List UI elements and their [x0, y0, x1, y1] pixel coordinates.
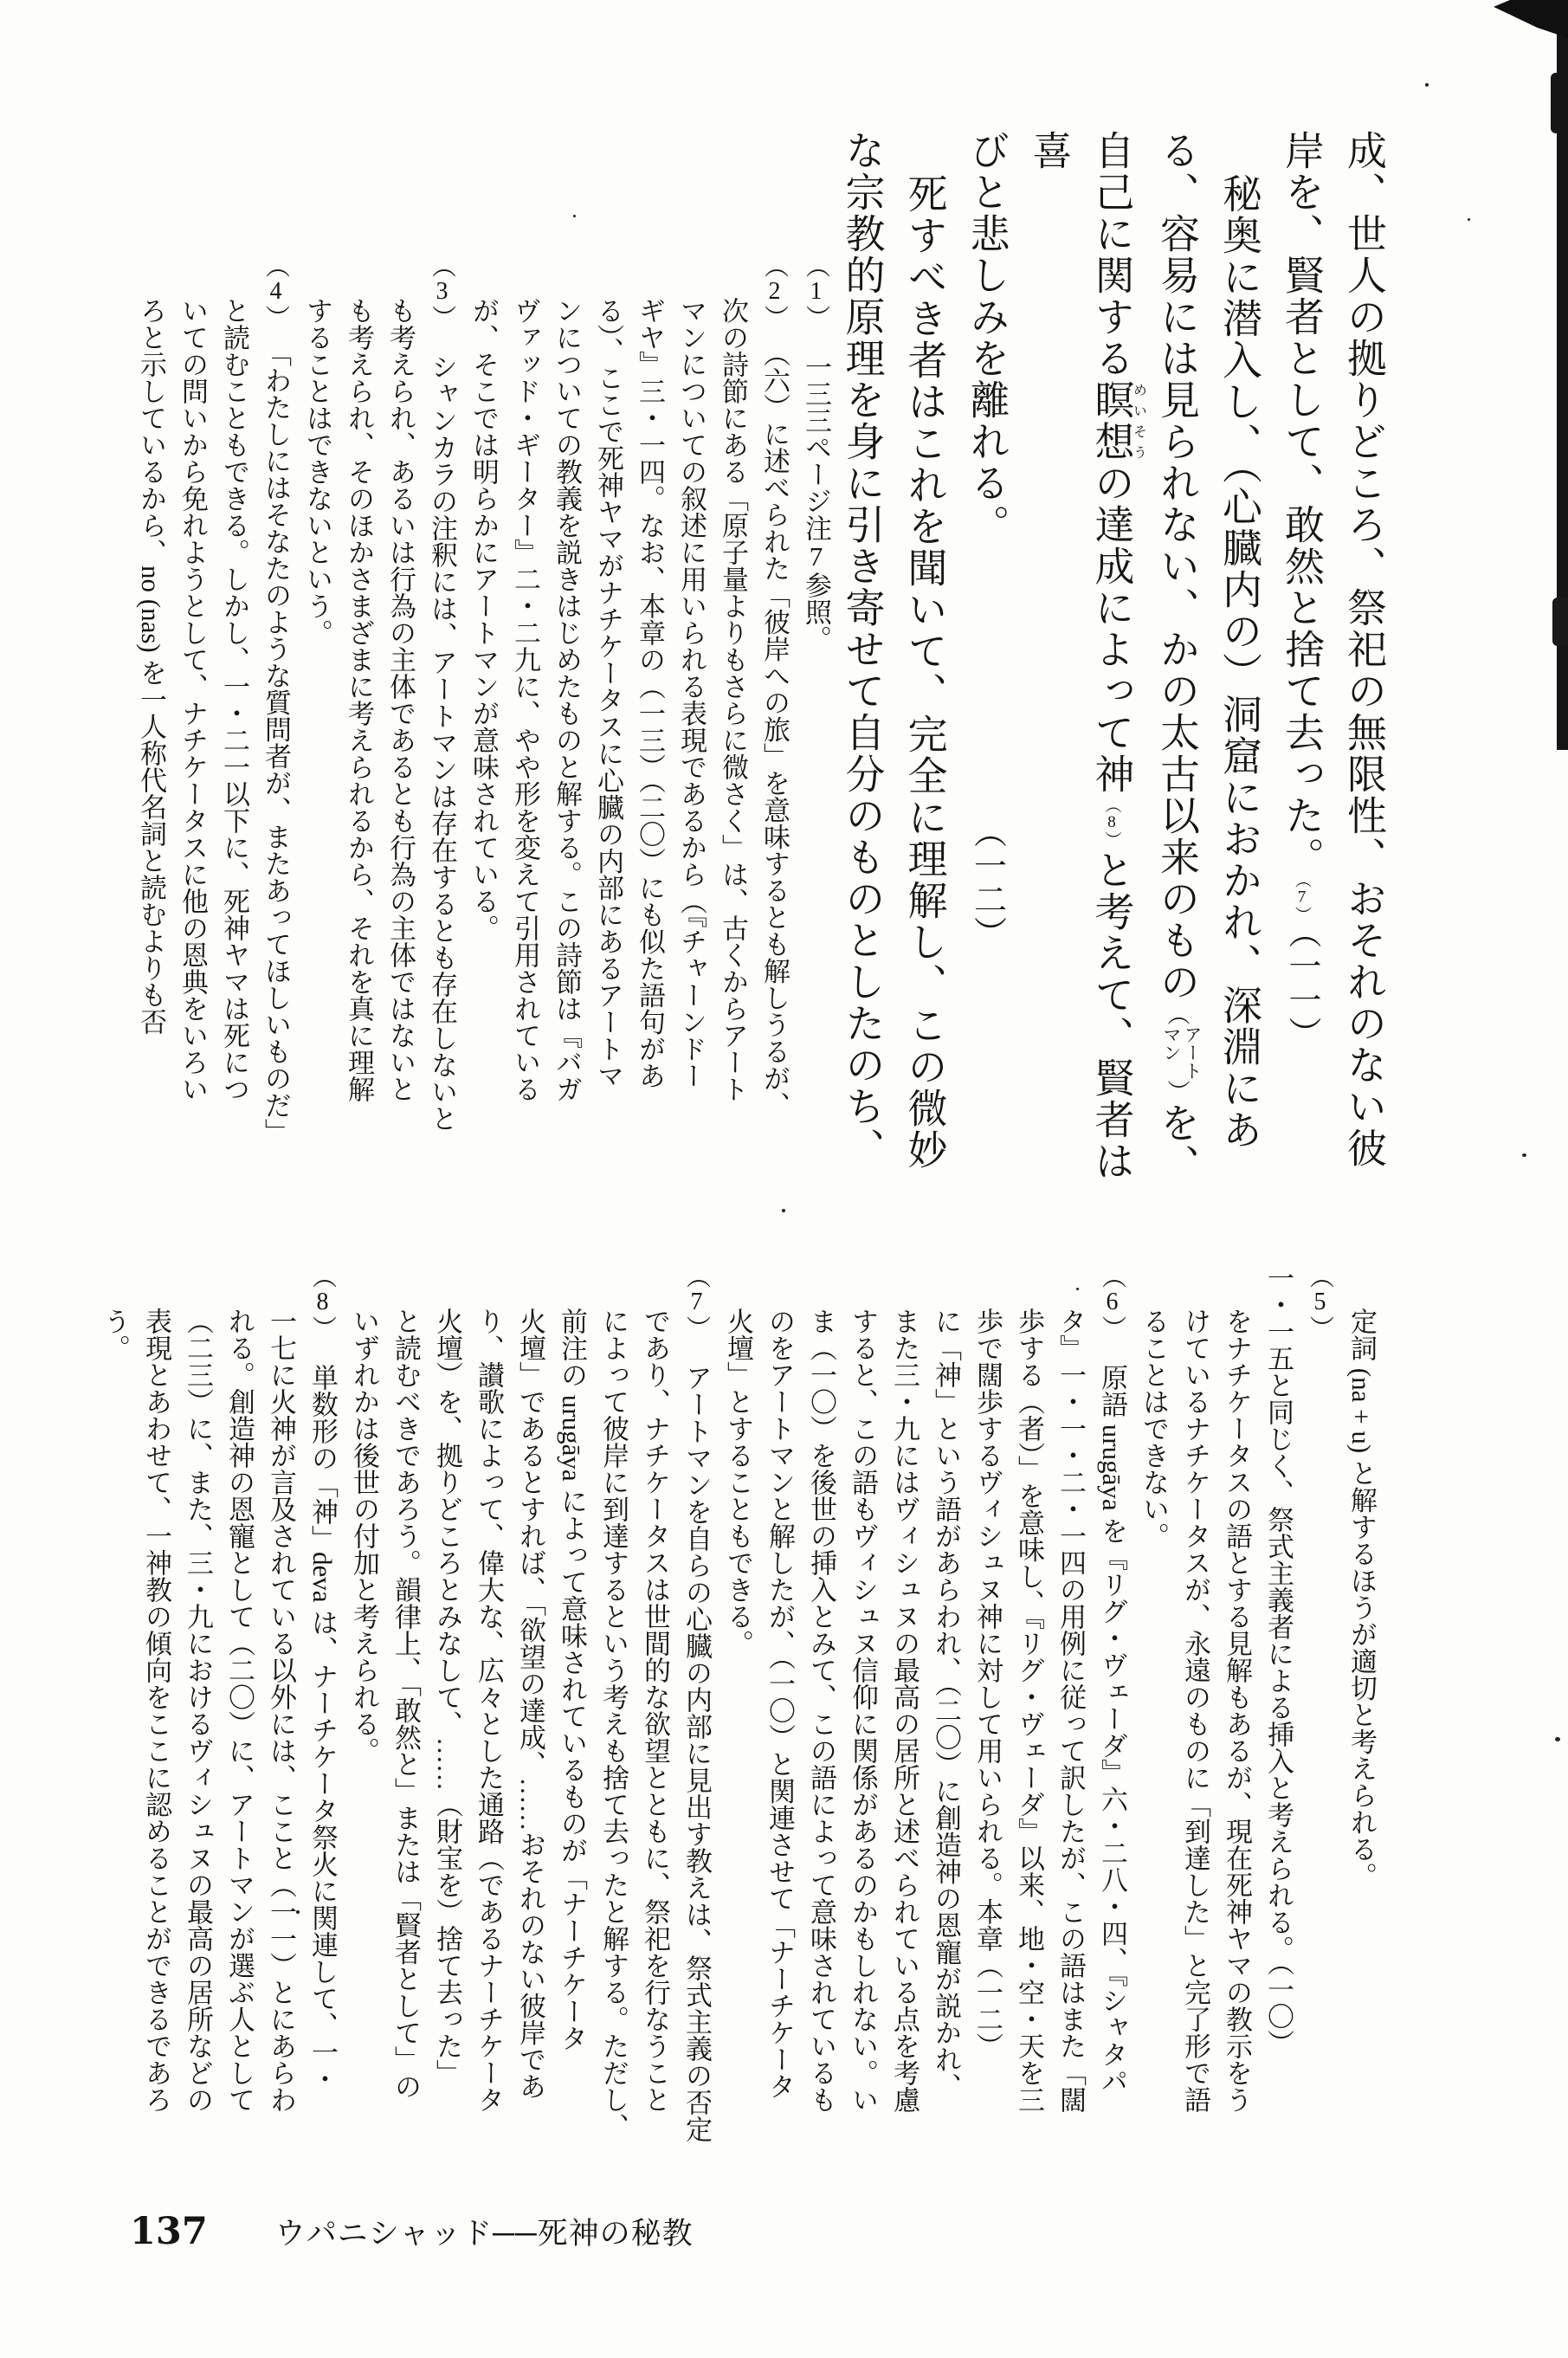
text-column: 自己に関する瞑想めいそうの達成によって神（8）と考えて、賢者は喜 [1027, 130, 1146, 1182]
note-number: （2） [761, 254, 788, 329]
scan-speck [782, 1209, 785, 1212]
text-column: る）、ここで死神ヤマがナチケータスに心臓の内部にあるアートマ [593, 297, 623, 1089]
text-column: と読むべきであろう。韻律上、「敢然と」または「賢者として」の [390, 1308, 421, 2100]
text-column: （4）「わたしにはそなたのような質問者が、またあってほしいものだ」 [261, 254, 291, 1146]
note-number: （6） [1099, 1264, 1126, 1340]
inline-gloss: （ アート マン ） [1160, 1003, 1203, 1102]
notes-block-upper [130, 254, 836, 1185]
text-column: り、讃歌によって、偉大な、広々とした通路（であるナーチケータ [474, 1308, 504, 2113]
text-column: （1）一三三ページ注7参照。 [801, 254, 831, 652]
text-column: いての問いから免れようとして、ナチケータスに他の恩典をいろい [177, 297, 208, 1102]
scan-gutter-shadow [1551, 73, 1568, 133]
text-column: （二三）に、また、三・九におけるヴィシュヌの最高の居所などの [183, 1308, 213, 2113]
text-column: 死すべき者はこれを聞いて、完全に理解し、この微妙 [902, 173, 947, 1171]
text-column: と読むこともできる。しかし、一・二一以下に、死神ヤマは死につ [219, 297, 249, 1102]
text-column: に「神」という語があらわれ、（二〇）に創造神の恩寵が説かれ、 [931, 1308, 961, 2100]
scan-speck [1425, 83, 1429, 87]
text-column: 前注の urugāya によって意味されているものが「ナーチケータ [557, 1308, 587, 2052]
text-column: をナチケータスの語とする見解もあるが、現在死神ヤマの教示をう [1222, 1308, 1252, 2113]
notes-block-lower [94, 1264, 1382, 2143]
note-number: （8） [309, 1264, 336, 1340]
text-column: ヴァッド・ギーター』二・二九に、やや形を変えて引用されている [510, 297, 540, 1102]
text-column: けているナチケータスが、永遠のものに「到達した」と完了形で語 [1180, 1308, 1210, 2113]
text-column: （8）単数形の「神」deva は、ナーチケータ祭火に関連して、一・ [307, 1264, 338, 2093]
scan-speck [1555, 1737, 1560, 1741]
text-column: 定詞 (na + u) と解するほうが適切と考えられる。 [1346, 1308, 1377, 1890]
scan-speck [573, 215, 576, 217]
text-column: ンについての教義を説きはじめたものと解する。この詩節は『バガ [552, 297, 582, 1102]
running-title: ウパニシャッド──死神の秘教 [274, 2217, 694, 2251]
scan-speck [1468, 218, 1470, 221]
page-footer [130, 2210, 694, 2253]
verse-number: （一二） [968, 831, 1005, 950]
text-column: う。 [100, 1308, 130, 1361]
scan-speck [296, 1910, 300, 1914]
ruby-term: 瞑想めいそう [1089, 379, 1146, 462]
note-number: （7） [683, 1264, 710, 1340]
text-column: 火壇」とすることもできる。 [723, 1308, 753, 1657]
verse-text-block [831, 130, 1396, 1208]
text-column: びと悲しみを離れる。（一二） [965, 130, 1010, 950]
note-number: （1） [803, 254, 829, 329]
text-column: ギヤ』三・一四。なお、本章の（一三）（二〇）にも似た語句があ [635, 297, 665, 1089]
text-column: であり、ナチケータスは世間的な欲望とともに、祭祀を行なうこと [640, 1308, 670, 2113]
text-column: も考えられ、あるいは行為の主体であるとも行為の主体ではないと [385, 297, 416, 1102]
text-column: れる。創造神の恩寵として（二〇）に、アートマンが選ぶ人として [224, 1308, 255, 2113]
text-column: 歩する（者）」を意味し、『リグ・ヴェーダ』以来、地・空・天を三 [1014, 1308, 1044, 2113]
note-ref-mark: （7） [1293, 880, 1311, 923]
text-column: 歩で闊歩するヴィシュヌ神に対して用いられる。本章（一二） [972, 1308, 1003, 2059]
note-number: （4） [262, 254, 289, 329]
text-column: 一七に火神が言及されている以外には、ここと（一一）とにあらわ [266, 1308, 296, 2113]
text-column: （5）一・一五と同じく、祭式主義者による挿入と考えられる。（一〇） [1263, 1264, 1333, 2057]
text-column: 火壇」であるとすれば、「欲望の達成、……おそれのない彼岸であ [515, 1308, 545, 2100]
page-number: 137 [130, 2210, 208, 2253]
text-column: によって彼岸に到達するという考えも捨て去ったと解する。ただし、 [598, 1308, 629, 2140]
text-column: （6）原語 urugāya を『リグ・ヴェーダ』六・二八・四、『シャタパ [1097, 1264, 1127, 2095]
text-column: な宗教的原理を身に引き寄せて自分のものとしたのち、 [840, 130, 885, 1169]
text-column: が、そこでは明らかにアートマンが意味されている。 [468, 297, 499, 941]
scan-gutter-shadow [1552, 598, 1568, 646]
text-column: することはできないという。 [302, 297, 332, 646]
text-column: いずれかは後世の付加と考えられる。 [349, 1308, 379, 1764]
text-column: ることはできない。 [1139, 1308, 1169, 1549]
text-column: も考えられ、そのほかさまざまに考えられるから、それを真に理解 [344, 297, 374, 1102]
text-column: ろと示しているから、no (nas) を一人称代名詞と読むよりも否 [136, 297, 166, 1036]
text-column: 次の詩節にある「原子量よりもさらに微さく」は、古くからアート [718, 297, 748, 1102]
note-ref-mark: （8） [1102, 797, 1121, 848]
scan-speck [1076, 1288, 1079, 1290]
text-column: すると、この語もヴィシュヌ信仰に関係があるのかもしれない。い [848, 1308, 878, 2113]
text-column: 岸を、賢者として、敢然と捨て去った。（7）（一一） [1280, 130, 1324, 1050]
text-column: 火壇）を、拠りどころとみなして、……（財宝を）捨て去った」 [432, 1308, 462, 2086]
text-column: （2）（六）に述べられた「彼岸への旅」を意味するとも解しうるが、 [759, 254, 790, 1119]
text-column: 表現とあわせて、一神教の傾向をここに認めることができるであろ [141, 1308, 171, 2113]
text-column: ま（一〇）を後世の挿入とみて、この語によって意味されているも [806, 1308, 836, 2113]
text-column: 成、世人の拠りどころ、祭祀の無限性、おそれのない彼 [1342, 130, 1386, 1169]
text-column: また三・九にはヴィシュヌの最高の居所と述べられている点を考慮 [889, 1308, 920, 2113]
text-column: る、容易には見られない、かの太古以来のもの（ アート マン ）を、 [1155, 130, 1203, 1185]
text-column: （3）シャンカラの注釈には、アートマンは存在するとも存在しないと [427, 254, 457, 1132]
text-column: タ』一・一・二・一四の用例に従って訳したが、この語はまた「闊 [1055, 1308, 1086, 2113]
scan-corner-mark [1494, 0, 1568, 38]
note-number: （5） [1307, 1264, 1333, 1340]
text-column: マンについての叙述に用いられる表現であるから（『チャーンドー [676, 297, 707, 1089]
text-column: 秘奥に潜入し、（心臓内の）洞窟におかれ、深淵にあ [1217, 173, 1261, 1151]
note-number: （3） [429, 254, 455, 329]
text-column: （7）アートマンを自らの心臓の内部に見出す教えは、祭式主義の否定 [681, 1264, 712, 2142]
scan-speck [1522, 1153, 1526, 1157]
verse-number: （一一） [1283, 931, 1320, 1050]
text-column: のをアートマンと解したが、（一〇）と関連させて「ナーチケータ [765, 1308, 795, 2100]
